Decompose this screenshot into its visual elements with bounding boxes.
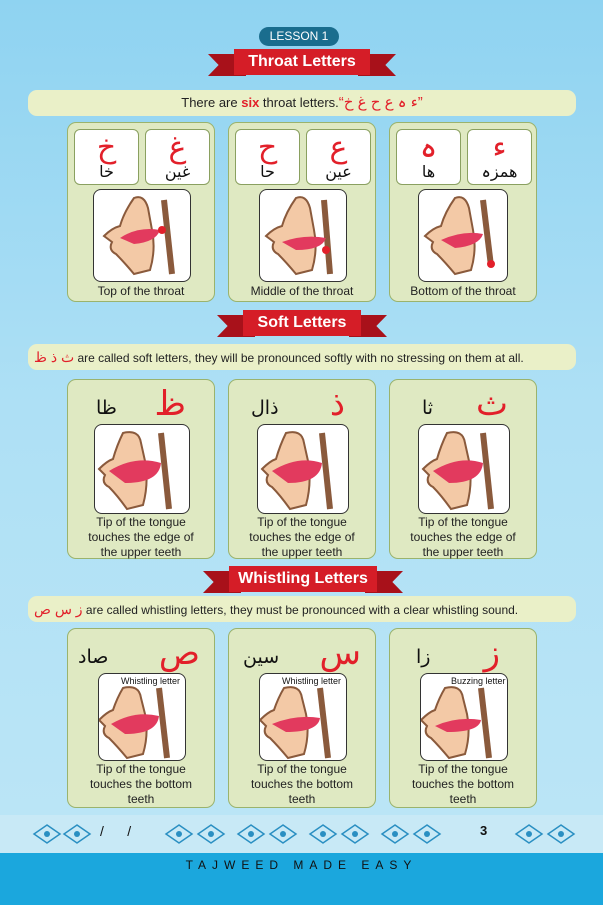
book-title: TAJWEED MADE EASY — [185, 858, 418, 872]
letter-box — [74, 129, 139, 185]
caption-line: Tip of the tongue — [96, 762, 186, 776]
info-text-end: throat letters. — [259, 95, 339, 110]
caption-line: the upper teeth — [422, 545, 504, 559]
card-caption: Bottom of the throat — [410, 284, 516, 298]
letter-header — [390, 635, 536, 675]
card-caption — [390, 762, 536, 807]
caption-line: Tip of the tongue — [418, 515, 508, 529]
ornament-icon — [308, 823, 338, 845]
arabic-letter: غ — [168, 130, 187, 165]
lesson-badge: LESSON 1 — [259, 27, 339, 46]
ornament-icon — [268, 823, 298, 845]
section-title-throat: Throat Letters — [248, 53, 356, 70]
letter-name: غين — [164, 162, 191, 181]
letter-name: همزہ — [481, 162, 518, 181]
whistling-card — [389, 628, 537, 808]
mouth-diagram-icon — [257, 424, 349, 514]
letter-name: ثا — [422, 397, 434, 419]
letter-name: صاد — [78, 646, 109, 668]
ornament-icon — [514, 823, 544, 845]
card-caption — [68, 762, 214, 807]
letter-name: ظا — [96, 397, 117, 419]
section-ribbon-whistling — [229, 566, 377, 592]
info-bar-soft — [28, 344, 576, 370]
info-bar-whistling — [28, 596, 576, 622]
letter-box — [306, 129, 371, 185]
mouth-diagram-icon — [418, 189, 508, 282]
letter-box — [235, 129, 300, 185]
ornament-icon — [164, 823, 194, 845]
section-title-soft: Soft Letters — [257, 314, 347, 331]
caption-line: teeth — [288, 792, 316, 806]
arabic-letter: ع — [329, 130, 348, 165]
letter-name: حا — [260, 162, 275, 181]
section-ribbon-throat — [234, 49, 370, 75]
caption-line: touches the bottom — [411, 777, 515, 791]
mouth-diagram-icon — [259, 189, 347, 282]
arabic-letter: ح — [257, 130, 278, 165]
footer-band — [0, 815, 603, 853]
card-caption — [229, 515, 375, 560]
letter-header — [229, 386, 375, 426]
caption-line: touches the bottom — [250, 777, 354, 791]
whistling-card — [67, 628, 215, 808]
caption-line: the upper teeth — [261, 545, 343, 559]
diagram-tag: Buzzing letter — [451, 676, 506, 686]
info-arabic: “ء ہ ع ح غ خ” — [338, 94, 423, 111]
caption-line: touches the edge of — [88, 530, 194, 544]
card-caption — [390, 515, 536, 560]
caption-line: the upper teeth — [100, 545, 182, 559]
letter-header — [68, 386, 214, 426]
letter-name: سين — [243, 646, 280, 668]
arabic-letter: ہ — [419, 130, 438, 165]
letter-box — [467, 129, 532, 185]
throat-card-middle — [228, 122, 376, 302]
mouth-diagram-icon — [418, 424, 510, 514]
info-arabic: ز س ص — [34, 601, 83, 617]
section-title-whistling: Whistling Letters — [238, 570, 368, 587]
date-marks: / / — [100, 823, 132, 839]
caption-line: touches the edge of — [410, 530, 516, 544]
letter-header — [390, 386, 536, 426]
card-caption: Middle of the throat — [250, 284, 354, 298]
page-number: 3 — [480, 823, 488, 838]
caption-line: touches the bottom — [89, 777, 193, 791]
ornament-icon — [340, 823, 370, 845]
caption-line: Tip of the tongue — [257, 515, 347, 529]
arabic-letter: ص — [158, 633, 200, 673]
info-arabic: ث ذ ظ — [34, 349, 75, 365]
ornament-icon — [196, 823, 226, 845]
ornament-icon — [236, 823, 266, 845]
caption-line: teeth — [127, 792, 155, 806]
mouth-diagram-icon — [259, 673, 347, 761]
caption-line: touches the edge of — [249, 530, 355, 544]
mouth-diagram-icon — [420, 673, 508, 761]
caption-line: Tip of the tongue — [96, 515, 186, 529]
arabic-letter: ز — [483, 633, 500, 673]
arabic-letter: س — [319, 633, 361, 673]
caption-line: teeth — [449, 792, 477, 806]
caption-line: Tip of the tongue — [418, 762, 508, 776]
info-bar-throat — [28, 90, 576, 116]
mouth-diagram-icon — [98, 673, 186, 761]
ornament-icon — [546, 823, 576, 845]
card-caption — [229, 762, 375, 807]
letter-name: ها — [421, 162, 436, 181]
throat-card-bottom — [389, 122, 537, 302]
whistling-card — [228, 628, 376, 808]
letter-name: عين — [325, 162, 352, 181]
section-ribbon-soft — [243, 310, 361, 336]
arabic-letter: ث — [475, 384, 508, 424]
caption-line: Tip of the tongue — [257, 762, 347, 776]
soft-card — [228, 379, 376, 559]
info-highlight: six — [241, 95, 260, 110]
info-text: are called whistling letters, they must be pronounced with a clear whistling sound. — [82, 603, 519, 617]
ornament-icon — [62, 823, 92, 845]
mouth-diagram-icon — [94, 424, 190, 514]
arabic-letter: ظ — [154, 384, 186, 424]
ornament-icon — [412, 823, 442, 845]
diagram-tag: Whistling letter — [282, 676, 342, 686]
info-text: There are — [181, 95, 242, 110]
letter-name: زا — [416, 646, 431, 668]
soft-card — [389, 379, 537, 559]
letter-header — [229, 635, 375, 675]
soft-card — [67, 379, 215, 559]
letter-name: ذال — [251, 397, 279, 419]
ornament-icon — [32, 823, 62, 845]
arabic-letter: ء — [492, 130, 507, 165]
card-caption — [68, 515, 214, 560]
letter-header — [68, 635, 214, 675]
arabic-letter: خ — [96, 130, 117, 165]
info-text: are called soft letters, they will be pronounced softly with no stressing on them at all. — [74, 351, 524, 365]
mouth-diagram-icon — [93, 189, 191, 282]
ornament-icon — [380, 823, 410, 845]
letter-box — [396, 129, 461, 185]
card-caption: Top of the throat — [97, 284, 185, 298]
arabic-letter: ذ — [329, 384, 345, 424]
letter-name: خا — [99, 162, 114, 181]
letter-box — [145, 129, 210, 185]
throat-card-top — [67, 122, 215, 302]
diagram-tag: Whistling letter — [121, 676, 181, 686]
